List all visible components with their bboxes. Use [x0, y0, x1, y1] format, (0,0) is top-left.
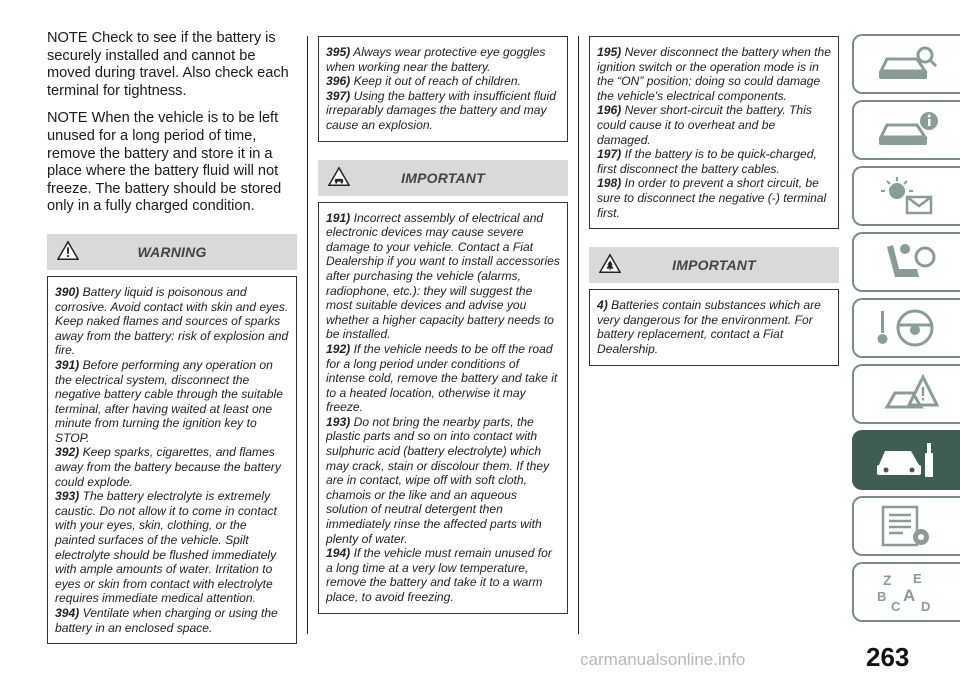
- tree-environment-icon: [599, 253, 621, 275]
- column-divider: [307, 36, 308, 634]
- environment-box: [589, 289, 839, 365]
- car-service-icon: [873, 437, 943, 483]
- warning-item: 396) Keep it out of reach of children.: [326, 74, 521, 89]
- note-battery-installed: NOTE Check to see if the battery is securely installed and cannot be moved during travel. Also check each terminal for tightness.: [47, 30, 289, 99]
- warning-item: 397) Using the battery with insufficient fluid irreparably damages the battery and may cause an explosion.: [326, 88, 556, 132]
- car-info-icon: [873, 107, 943, 153]
- chapter-tabs: [852, 34, 960, 628]
- warning-triangle-icon: [57, 240, 79, 262]
- tab-technical-data[interactable]: [852, 496, 960, 556]
- tab-car-search[interactable]: [852, 34, 960, 94]
- svg-text:D: D: [921, 599, 931, 614]
- environment-banner: [589, 247, 839, 283]
- tab-seat-airbag[interactable]: [852, 232, 960, 292]
- index-icon: [873, 569, 943, 615]
- svg-text:Z: Z: [883, 572, 892, 588]
- important-item: 198) In order to prevent a short circuit, be sure to disconnect the negative (-) terminal first.: [597, 176, 827, 220]
- column-2: [318, 30, 568, 614]
- technical-data-icon: [873, 503, 943, 549]
- important-item: 196) Never short-circuit the battery. This could cause it to overheat and be damaged.: [597, 103, 812, 147]
- column-1: [47, 30, 297, 644]
- warning-box-continued: [318, 36, 568, 142]
- warning-item: 391) Before performing any operation on the electrical system, disconnect the negative battery cable through the suitable terminal, after having waited at least one minute from turning the ignition key to STOP.: [55, 357, 283, 445]
- warning-banner: [47, 234, 297, 270]
- tab-index[interactable]: [852, 562, 960, 622]
- important-item: 194) If the vehicle must remain unused for a long time at a very low temperature, remove the battery and take it to a warm place, to avoid freezing.: [326, 546, 552, 604]
- important-banner: [318, 160, 568, 196]
- tab-roadside-warning[interactable]: [852, 364, 960, 424]
- important-box-continued: [589, 36, 839, 229]
- car-damage-icon: [328, 166, 350, 188]
- environment-item: 4) Batteries contain substances which are very dangerous for the environment. For battery replacement, contact a Fiat Dealership.: [597, 298, 821, 356]
- svg-text:B: B: [877, 589, 887, 604]
- important-box: [318, 202, 568, 614]
- roadside-warning-icon: [873, 371, 943, 417]
- important-item: 195) Never disconnect the battery when the ignition switch or the operation mode is in the “ON” position; doing so could damage the vehicle's electrical components.: [597, 45, 831, 103]
- column-divider: [578, 36, 579, 634]
- tab-car-service[interactable]: [852, 430, 960, 490]
- steering-key-icon: [873, 305, 943, 351]
- note-battery-storage: NOTE When the vehicle is to be left unused for a long period of time, remove the battery and store it in a place where the battery fluid will not freeze. The battery should be stored only in a fully charged condition.: [47, 110, 282, 215]
- column-3: [589, 30, 839, 366]
- warning-item: 392) Keep sparks, cigarettes, and flames away from the battery because the battery could explode.: [55, 445, 281, 489]
- tab-steering-key[interactable]: [852, 298, 960, 358]
- important-item: 197) If the battery is to be quick-charged, first disconnect the battery cables.: [597, 147, 817, 176]
- important-title: IMPORTANT: [401, 169, 485, 186]
- svg-text:E: E: [913, 571, 922, 586]
- car-search-icon: [873, 41, 943, 87]
- svg-text:C: C: [891, 599, 901, 614]
- warning-item: 395) Always wear protective eye goggles when working near the battery.: [326, 45, 546, 74]
- warning-item: 390) Battery liquid is poisonous and corrosive. Avoid contact with skin and eyes. Keep naked flames and sources of sparks away from the battery: risk of explosion and fire.: [55, 284, 289, 358]
- seat-airbag-icon: [873, 239, 943, 285]
- warning-title: WARNING: [137, 243, 207, 260]
- warning-lights-icon: [873, 173, 943, 219]
- svg-text:A: A: [903, 586, 916, 605]
- page-number: 263: [866, 642, 910, 672]
- warning-item: 393) The battery electrolyte is extremely caustic. Do not allow it to come in contact with your eyes, skin, clothing, or the painted surfaces of the vehicle. Spilt electrolyte should be flushed immediately with ample amounts of water. Irritation to eyes or skin from contact with electrolyte requires immediate medical attention.: [55, 489, 277, 606]
- warning-box: [47, 276, 297, 644]
- watermark: carmanualsonline.info: [580, 650, 746, 669]
- important-item: 192) If the vehicle needs to be off the road for a long period under conditions of intense cold, remove the battery and take it to a heated location, otherwise it may freeze.: [326, 341, 558, 415]
- warning-item: 394) Ventilate when charging or using the battery in an enclosed space.: [55, 606, 278, 635]
- tab-warning-lights[interactable]: [852, 166, 960, 226]
- tab-car-info[interactable]: [852, 100, 960, 160]
- important-item: 191) Incorrect assembly of electrical and electronic devices may cause severe damage to your vehicle. Contact a Fiat Dealership if you want to install accessories after purchasing the vehicle (alarms, radiophone, etc.): they will suggest the most suitable devices and advise you whether a higher capacity battery needs to be installed.: [326, 210, 560, 342]
- important-item: 193) Do not bring the nearby parts, the plastic parts and so on into contact with sulphuric acid (battery electrolyte) which may crack, stain or discolour them. If they are in contact, wipe off with soft cloth, chamois or the like and an aqueous solution of neutral detergent then immediately rinse the affected parts with plenty of water.: [326, 414, 550, 546]
- environment-title: IMPORTANT: [672, 257, 756, 274]
